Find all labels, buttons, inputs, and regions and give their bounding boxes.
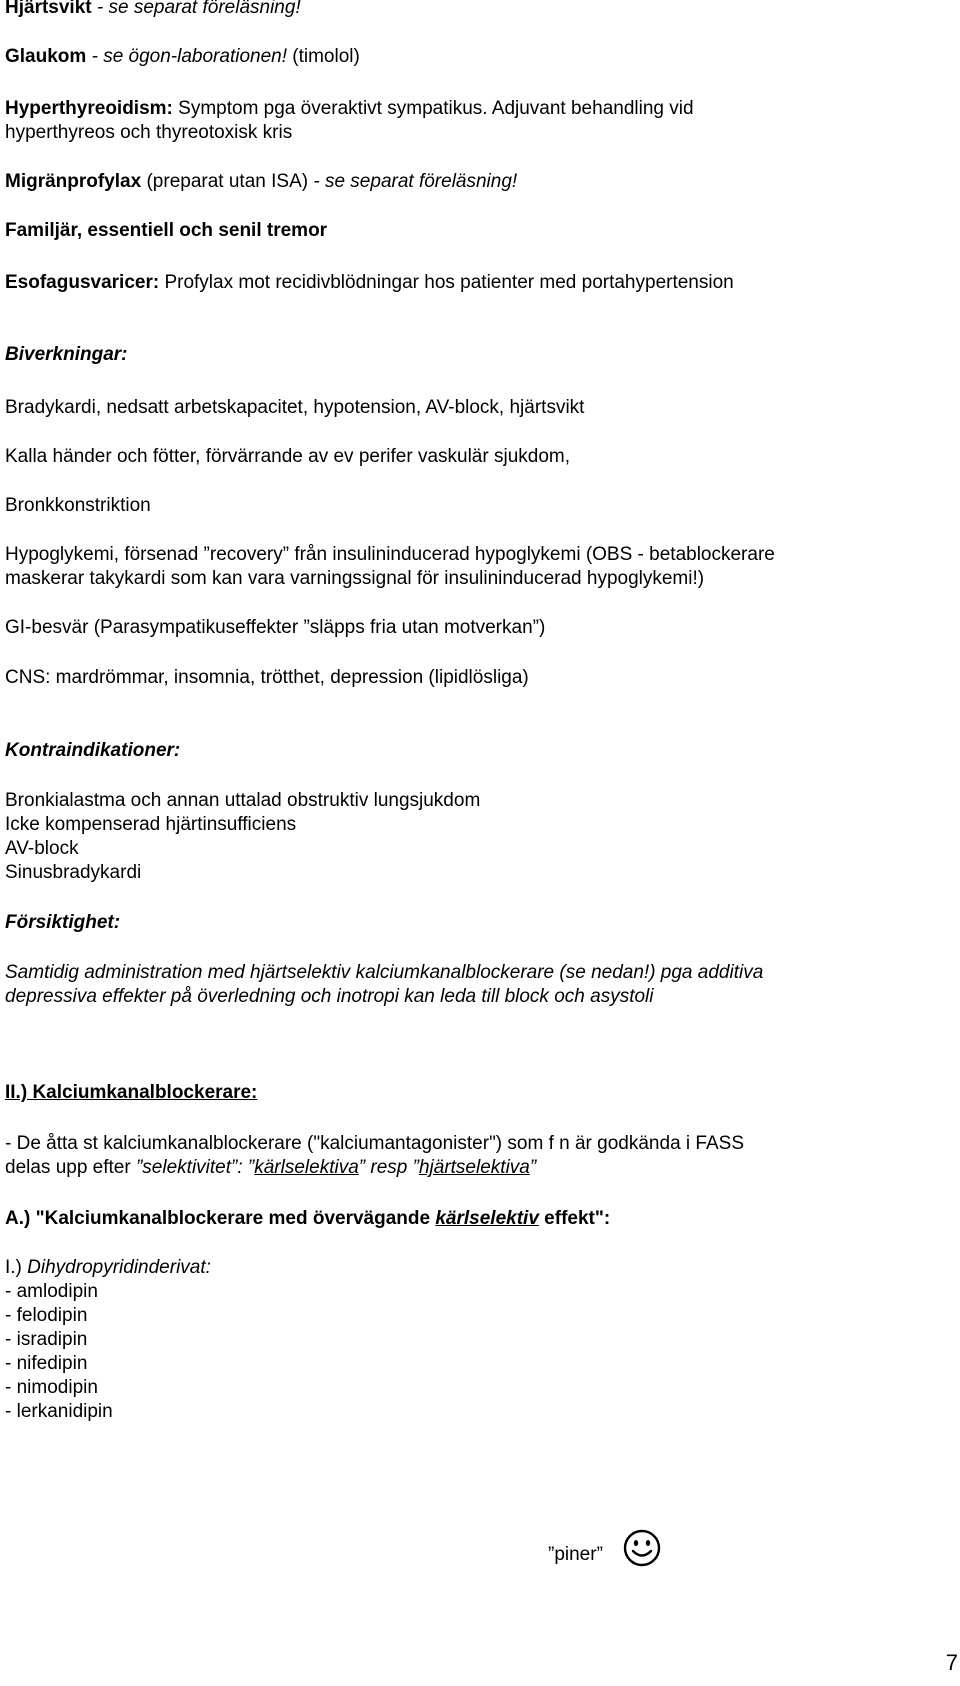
text: A.) "Kalciumkanalblockerare med övervägande (5, 1208, 436, 1229)
group-title: Dihydropyridinderivat: (27, 1257, 211, 1278)
drug-item: - isradipin (5, 1329, 88, 1350)
note: - se separat föreläsning! (313, 171, 518, 192)
section-intro: - De åtta st kalciumkanalblockerare ("kalciumantagonister") som f n är godkända i FASS (5, 1133, 744, 1154)
term: Hyperthyreoidism: (5, 98, 173, 119)
text-italic-underlined: hjärtselektiva (418, 1157, 530, 1178)
smiley-icon (622, 1528, 662, 1568)
kontraindikation-item: AV-block (5, 838, 79, 859)
term: Glaukom (5, 46, 87, 67)
forsiktighet-text (5, 962, 763, 984)
biverkning-item: Kalla händer och fötter, förvärrande av ev perifer vaskulär sjukdom, (5, 446, 571, 467)
drug-item: - felodipin (5, 1305, 88, 1326)
note-plain: (timolol) (287, 46, 360, 67)
text: Symptom pga överaktivt sympatikus. Adjuvant behandling vid (172, 98, 694, 119)
heading-kontraindikationer: Kontraindikationer: (5, 740, 181, 761)
heading-biverkningar: Biverkningar: (5, 344, 128, 365)
indication-esofagus (5, 272, 734, 294)
biverkning-item: Hypoglykemi, försenad ”recovery” från insulininducerad hypoglykemi (OBS - betablockerare (5, 544, 775, 565)
heading-kalciumkanalblockerare (5, 1082, 257, 1104)
indication-hyperthyreoidism (5, 98, 694, 120)
kontraindikation-item: Icke kompenserad hjärtinsufficiens (5, 814, 297, 835)
drug-item: - nimodipin (5, 1377, 98, 1398)
term: Familjär, essentiell och senil tremor (5, 220, 328, 241)
note: - se ögon-laborationen! (86, 46, 287, 67)
drug-item: - nifedipin (5, 1353, 88, 1374)
prefix: I.) (5, 1257, 28, 1278)
text: Profylax mot recidivblödningar hos patienter med portahypertension (159, 272, 734, 293)
biverkning-item: CNS: mardrömmar, insomnia, trötthet, depression (lipidlösliga) (5, 667, 529, 688)
text: delas upp efter (5, 1157, 136, 1178)
group-dihydropyridin (5, 1257, 211, 1279)
heading-forsiktighet: Försiktighet: (5, 912, 121, 933)
indication-migran (5, 171, 517, 193)
indication-hjartsvikt (5, 0, 301, 19)
biverkning-item: Bradykardi, nedsatt arbetskapacitet, hypotension, AV-block, hjärtsvikt (5, 397, 585, 418)
indication-glaukom (5, 46, 360, 68)
note: - se separat föreläsning! (91, 0, 301, 18)
text-italic: ”selektivitet”: ” (135, 1157, 255, 1178)
text: (preparat utan ISA) (141, 171, 314, 192)
page-number: 7 (945, 1650, 958, 1675)
piner-label: ”piner” (548, 1544, 603, 1565)
text-italic-underlined: kärlselektiva (254, 1157, 359, 1178)
forsiktighet-text-cont (5, 986, 653, 1008)
drug-item: - amlodipin (5, 1281, 98, 1302)
biverkning-item: GI-besvär (Parasympatikuseffekter ”släpps fria utan motverkan”) (5, 617, 546, 638)
text: depressiva effekter på överledning och inotropi kan leda till block och asystoli (5, 986, 654, 1007)
term: Hjärtsvikt (5, 0, 92, 18)
kontraindikation-item: Sinusbradykardi (5, 862, 142, 883)
drug-item: - lerkanidipin (5, 1401, 113, 1422)
heading-text: II.) Kalciumkanalblockerare: (5, 1082, 258, 1103)
indication-hyperthyreoidism-cont: hyperthyreos och thyreotoxisk kris (5, 122, 293, 143)
biverkning-item-cont: maskerar takykardi som kan vara varningssignal för insulininducerad hypoglykemi!) (5, 568, 705, 589)
term: Esofagusvaricer: (5, 272, 160, 293)
text-underlined: kärlselektiv (435, 1208, 539, 1229)
biverkning-item: Bronkkonstriktion (5, 495, 151, 516)
text: effekt": (538, 1208, 611, 1229)
text-italic: ” resp ” (358, 1157, 419, 1178)
kontraindikation-item: Bronkialastma och annan uttalad obstruktiv lungsjukdom (5, 790, 481, 811)
indication-tremor (5, 220, 327, 242)
term: Migränprofylax (5, 171, 142, 192)
section-intro-cont (5, 1157, 536, 1179)
subheading-karlselektiv (5, 1208, 610, 1230)
text-italic: ” (529, 1157, 537, 1178)
text: Samtidig administration med hjärtselektiv kalciumkanalblockerare (se nedan!) pga additiva (5, 962, 764, 983)
